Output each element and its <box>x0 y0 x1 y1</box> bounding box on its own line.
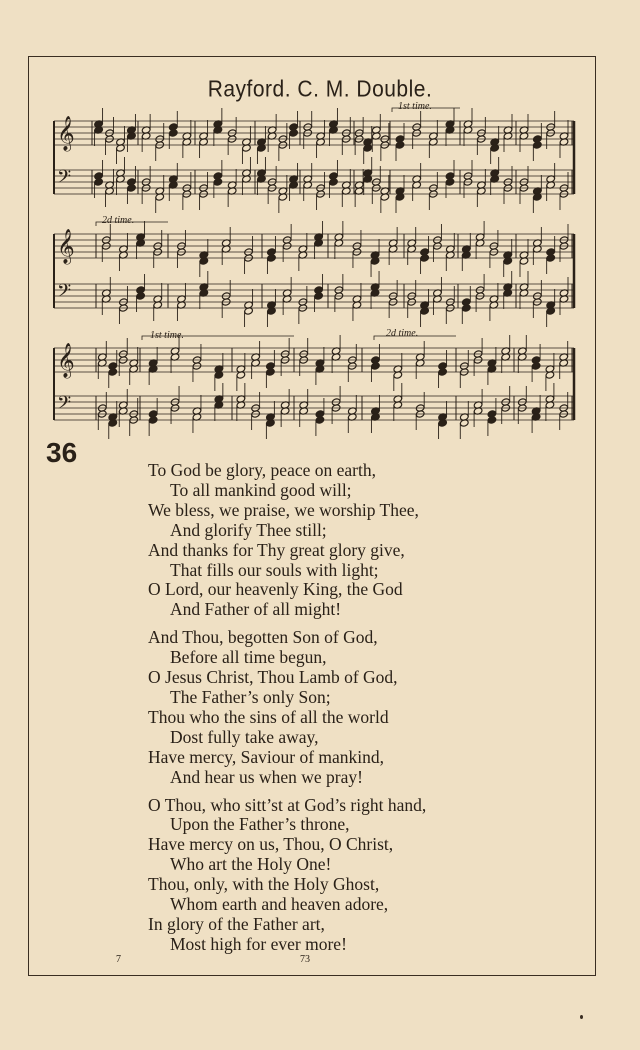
verse-line: And thanks for Thy great glory give, <box>148 539 405 560</box>
first-ending-label-1: 1st time. <box>398 101 432 112</box>
verse-line: Before all time begun, <box>170 647 327 668</box>
stanza <box>148 628 568 787</box>
verse-line: Have mercy on us, Thou, O Christ, <box>148 834 394 855</box>
stanza <box>148 461 568 620</box>
verse-line: Most high for ever more! <box>170 933 347 954</box>
verse-line: Who art the Holy One! <box>170 854 332 875</box>
treble-clef: 𝄞 <box>57 343 75 378</box>
verse-line: That fills our souls with light; <box>170 559 379 580</box>
verse-line: Whom earth and heaven adore, <box>170 894 389 915</box>
second-ending-label-2: 2d time. <box>386 328 419 339</box>
hymn-number: 36 <box>46 437 78 468</box>
verse-line: Have mercy, Saviour of mankind, <box>148 746 385 767</box>
verse-line: Upon the Father’s throne, <box>170 814 350 835</box>
verse-line: And hear us when we pray! <box>170 766 363 787</box>
verse-line: In glory of the Father art, <box>148 913 325 934</box>
verse-line: And glorify Thee still; <box>170 519 327 540</box>
signature-mark: 7 <box>116 954 121 965</box>
verse-line: To God be glory, peace on earth, <box>148 460 376 480</box>
music-score <box>0 0 640 450</box>
hymn-verses <box>148 461 568 963</box>
bass-clef: 𝄢 <box>57 281 72 306</box>
page-number: 73 <box>300 954 310 965</box>
first-ending-label-2: 1st time. <box>150 330 184 341</box>
second-ending-label-1: 2d time. <box>102 215 135 226</box>
verse-line: To all mankind good will; <box>170 479 352 500</box>
verse-line: The Father’s only Son; <box>170 686 331 707</box>
verse-line: O Thou, who sitt’st at God’s right hand, <box>148 794 427 815</box>
tune-title: Rayford. C. M. Double. <box>207 76 433 103</box>
verse-line: O Lord, our heavenly King, the God <box>148 579 403 600</box>
treble-clef: 𝄞 <box>57 116 75 151</box>
verse-line: We bless, we praise, we worship Thee, <box>148 499 419 520</box>
verse-line: And Thou, begotten Son of God, <box>148 627 378 648</box>
verse-line: Dost fully take away, <box>170 726 319 747</box>
bass-clef: 𝄢 <box>57 393 72 418</box>
verse-line: And Father of all might! <box>170 599 342 620</box>
treble-clef: 𝄞 <box>57 229 75 264</box>
verse-line: O Jesus Christ, Thou Lamb of God, <box>148 667 398 688</box>
ink-speck <box>580 1015 583 1019</box>
verse-line: Thou, only, with the Holy Ghost, <box>148 874 380 895</box>
verse-line: Thou who the sins of all the world <box>148 706 389 727</box>
stanza <box>148 796 568 955</box>
bass-clef: 𝄢 <box>57 167 72 192</box>
